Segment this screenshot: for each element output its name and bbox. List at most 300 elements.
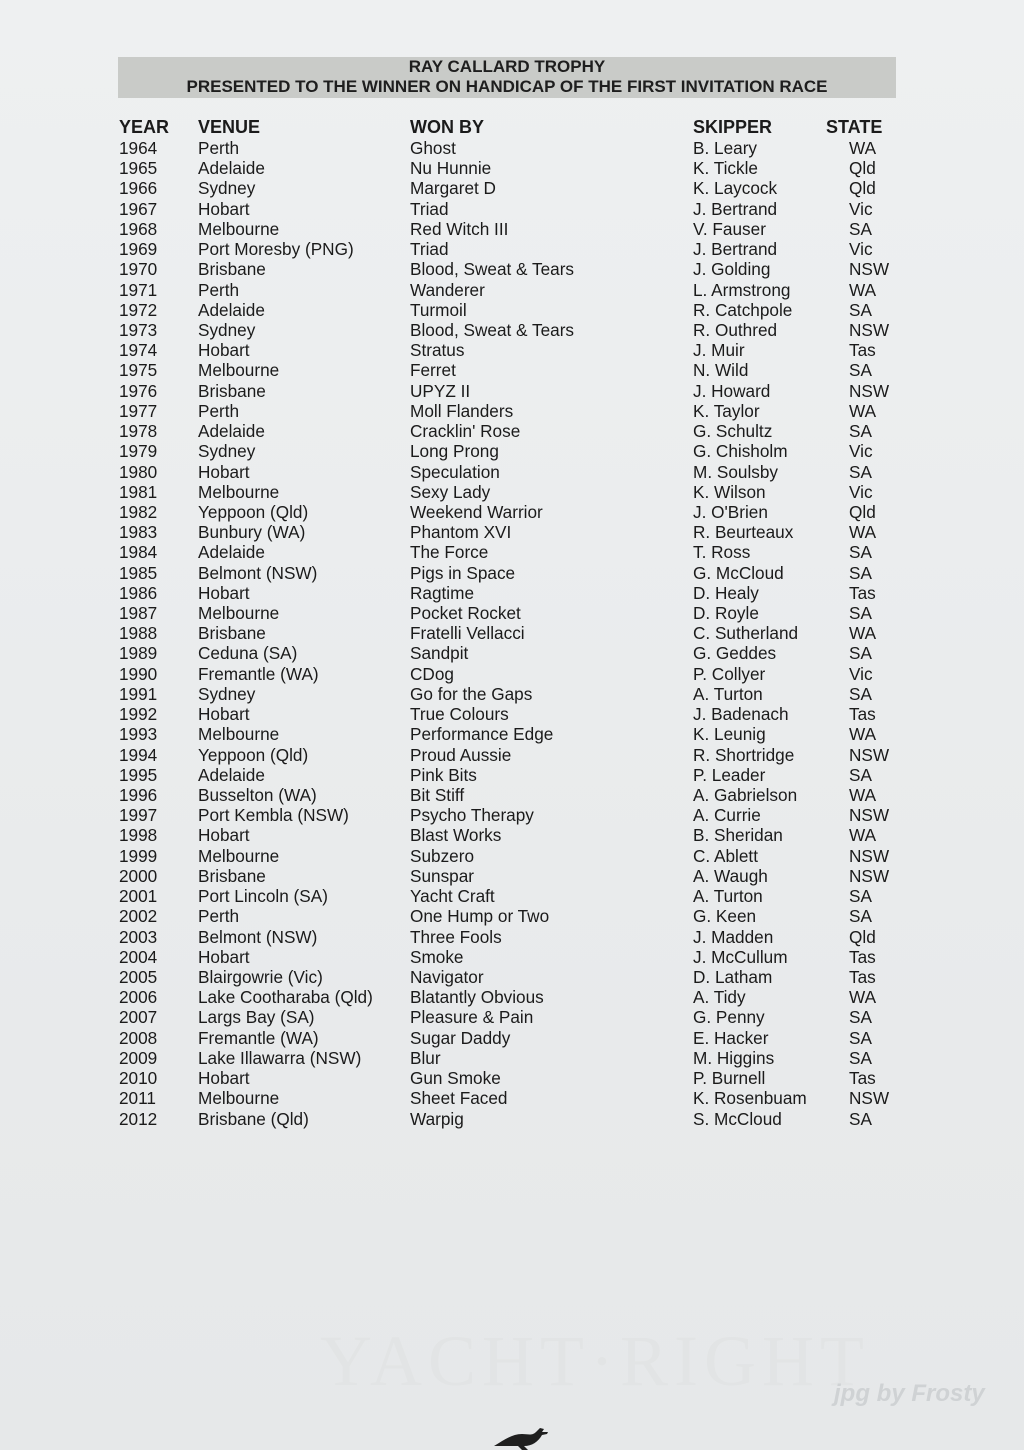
state-cell: Tas [849, 582, 876, 603]
year-cell: 1968 [119, 218, 158, 239]
skipper-cell: K. Laycock [693, 178, 778, 199]
venue-cell: Fremantle (WA) [198, 1027, 319, 1048]
table-row [0, 805, 1024, 825]
won-by-cell: Performance Edge [410, 724, 554, 745]
state-cell: SA [849, 299, 872, 320]
table-row [0, 542, 1024, 562]
table-row [0, 482, 1024, 502]
won-by-cell: Pleasure & Pain [410, 1007, 534, 1028]
table-row [0, 320, 1024, 340]
venue-cell: Adelaide [198, 299, 265, 320]
skipper-cell: G. Geddes [693, 643, 777, 664]
state-cell: NSW [849, 744, 890, 765]
venue-cell: Hobart [198, 198, 250, 219]
state-cell: SA [849, 360, 872, 381]
table-row [0, 664, 1024, 684]
venue-cell: Hobart [198, 1068, 250, 1089]
won-by-cell: Turmoil [410, 299, 467, 320]
state-cell: SA [849, 461, 872, 482]
state-cell: Vic [849, 441, 873, 462]
table-row [0, 643, 1024, 663]
header-venue: VENUE [198, 117, 261, 137]
photo-credit-watermark: jpg by Frosty [834, 1380, 985, 1407]
table-row [0, 441, 1024, 461]
state-cell: SA [849, 683, 872, 704]
won-by-cell: Speculation [410, 461, 500, 482]
state-cell: WA [849, 279, 877, 300]
table-row [0, 563, 1024, 583]
year-cell: 1995 [119, 764, 158, 785]
won-by-cell: Sexy Lady [410, 481, 491, 502]
state-cell: Tas [849, 340, 876, 361]
skipper-cell: J. McCullum [693, 946, 788, 967]
state-cell: WA [849, 825, 877, 846]
skipper-cell: K. Taylor [693, 400, 760, 421]
table-row [0, 745, 1024, 765]
state-cell: Qld [849, 178, 876, 199]
skipper-cell: A. Turton [693, 683, 763, 704]
skipper-cell: A. Tidy [693, 987, 746, 1008]
venue-cell: Port Moresby (PNG) [198, 239, 354, 260]
skipper-cell: P. Collyer [693, 663, 766, 684]
won-by-cell: Ragtime [410, 582, 474, 603]
state-cell: NSW [849, 380, 890, 401]
winners-table [0, 117, 1024, 1129]
table-header-row [0, 117, 1024, 138]
table-row [0, 583, 1024, 603]
won-by-cell: Blatantly Obvious [410, 987, 544, 1008]
venue-cell: Brisbane (Qld) [198, 1108, 309, 1129]
won-by-cell: Ferret [410, 360, 456, 381]
table-row [0, 360, 1024, 380]
venue-cell: Sydney [198, 683, 256, 704]
header-year: YEAR [119, 117, 170, 137]
venue-cell: Fremantle (WA) [198, 663, 319, 684]
venue-cell: Ceduna (SA) [198, 643, 298, 664]
venue-cell: Largs Bay (SA) [198, 1007, 315, 1028]
table-row [0, 219, 1024, 239]
won-by-cell: Cracklin' Rose [410, 421, 521, 442]
table-row [0, 502, 1024, 522]
skipper-cell: M. Higgins [693, 1047, 775, 1068]
skipper-cell: B. Sheridan [693, 825, 783, 846]
won-by-cell: Sandpit [410, 643, 469, 664]
table-row [0, 967, 1024, 987]
table-row [0, 704, 1024, 724]
state-cell: WA [849, 987, 877, 1008]
venue-cell: Lake Illawarra (NSW) [198, 1047, 362, 1068]
won-by-cell: Ghost [410, 138, 456, 158]
venue-cell: Lake Cootharaba (Qld) [198, 987, 373, 1008]
year-cell: 1966 [119, 178, 158, 199]
skipper-cell: K. Tickle [693, 158, 758, 179]
skipper-cell: M. Soulsby [693, 461, 779, 482]
venue-cell: Yeppoon (Qld) [198, 501, 309, 522]
state-cell: NSW [849, 319, 890, 340]
state-cell: SA [849, 562, 872, 583]
won-by-cell: Wanderer [410, 279, 485, 300]
won-by-cell: Fratelli Vellacci [410, 623, 525, 644]
state-cell: WA [849, 785, 877, 805]
venue-cell: Belmont (NSW) [198, 926, 318, 947]
skipper-cell: A. Currie [693, 805, 761, 826]
skipper-cell: R. Catchpole [693, 299, 793, 320]
table-row [0, 1028, 1024, 1048]
year-cell: 1985 [119, 562, 158, 583]
skipper-cell: A. Waugh [693, 865, 768, 886]
skipper-cell: J. Badenach [693, 704, 789, 725]
year-cell: 1990 [119, 663, 158, 684]
won-by-cell: The Force [410, 542, 489, 563]
venue-cell: Brisbane [198, 623, 266, 644]
venue-cell: Adelaide [198, 542, 265, 563]
won-by-cell: CDog [410, 663, 454, 684]
year-cell: 1983 [119, 522, 158, 543]
state-cell: SA [849, 421, 872, 442]
table-row [0, 199, 1024, 219]
table-row [0, 522, 1024, 542]
skipper-cell: A. Turton [693, 886, 763, 907]
year-cell: 2011 [119, 1088, 156, 1109]
venue-cell: Hobart [198, 704, 250, 725]
table-row [0, 158, 1024, 178]
skipper-cell: P. Burnell [693, 1068, 766, 1089]
venue-cell: Perth [198, 279, 240, 300]
year-cell: 2009 [119, 1047, 158, 1068]
won-by-cell: Pocket Rocket [410, 603, 521, 624]
won-by-cell: Subzero [410, 845, 475, 866]
table-row [0, 866, 1024, 886]
won-by-cell: Red Witch III [410, 218, 509, 239]
state-cell: WA [849, 522, 877, 543]
year-cell: 1986 [119, 582, 158, 603]
state-cell: Tas [849, 946, 876, 967]
skipper-cell: D. Healy [693, 582, 759, 603]
year-cell: 2006 [119, 987, 158, 1008]
skipper-cell: B. Leary [693, 138, 758, 158]
skipper-cell: V. Fauser [693, 218, 766, 239]
won-by-cell: Proud Aussie [410, 744, 512, 765]
state-cell: Qld [849, 158, 876, 179]
state-cell: Vic [849, 481, 873, 502]
year-cell: 1974 [119, 340, 158, 361]
year-cell: 1976 [119, 380, 158, 401]
skipper-cell: J. Howard [693, 380, 771, 401]
state-cell: SA [849, 1007, 872, 1028]
table-row [0, 138, 1024, 158]
state-cell: SA [849, 1108, 872, 1129]
table-row [0, 1007, 1024, 1027]
table-row [0, 1068, 1024, 1088]
venue-cell: Adelaide [198, 764, 265, 785]
table-row [0, 401, 1024, 421]
year-cell: 1978 [119, 421, 158, 442]
won-by-cell: Pink Bits [410, 764, 477, 785]
state-cell: SA [849, 1047, 872, 1068]
table-row [0, 381, 1024, 401]
venue-cell: Brisbane [198, 865, 266, 886]
won-by-cell: One Hump or Two [410, 906, 550, 927]
year-cell: 2008 [119, 1027, 158, 1048]
won-by-cell: Yacht Craft [410, 886, 495, 907]
venue-cell: Brisbane [198, 259, 266, 280]
table-row [0, 178, 1024, 198]
state-cell: SA [849, 218, 872, 239]
table-row [0, 906, 1024, 926]
table-row [0, 1109, 1024, 1129]
year-cell: 2000 [119, 865, 158, 886]
won-by-cell: Nu Hunnie [410, 158, 492, 179]
table-row [0, 724, 1024, 744]
year-cell: 1969 [119, 239, 158, 260]
state-cell: WA [849, 623, 877, 644]
year-cell: 1972 [119, 299, 158, 320]
year-cell: 1982 [119, 501, 158, 522]
year-cell: 1964 [119, 138, 158, 158]
skipper-cell: R. Beurteaux [693, 522, 794, 543]
skipper-cell: J. Muir [693, 340, 745, 361]
state-cell: NSW [849, 845, 890, 866]
skipper-cell: J. O'Brien [693, 501, 768, 522]
skipper-cell: J. Bertrand [693, 239, 778, 260]
won-by-cell: Go for the Gaps [410, 683, 533, 704]
venue-cell: Adelaide [198, 158, 265, 179]
won-by-cell: Three Fools [410, 926, 502, 947]
year-cell: 2002 [119, 906, 158, 927]
year-cell: 1988 [119, 623, 158, 644]
table-row [0, 623, 1024, 643]
table-row [0, 300, 1024, 320]
faded-background-heading: YACHT·RIGHT [320, 1321, 870, 1401]
won-by-cell: Long Prong [410, 441, 499, 462]
won-by-cell: Margaret D [410, 178, 496, 199]
table-row [0, 259, 1024, 279]
venue-cell: Belmont (NSW) [198, 562, 318, 583]
table-row [0, 280, 1024, 300]
venue-cell: Hobart [198, 825, 250, 846]
skipper-cell: G. McCloud [693, 562, 784, 583]
skipper-cell: J. Golding [693, 259, 771, 280]
year-cell: 1987 [119, 603, 158, 624]
year-cell: 1975 [119, 360, 158, 381]
year-cell: 1993 [119, 724, 158, 745]
state-cell: SA [849, 764, 872, 785]
year-cell: 2012 [119, 1108, 158, 1129]
table-row [0, 785, 1024, 805]
venue-cell: Sydney [198, 319, 256, 340]
state-cell: SA [849, 906, 872, 927]
venue-cell: Bunbury (WA) [198, 522, 306, 543]
skipper-cell: A. Gabrielson [693, 785, 798, 805]
year-cell: 1980 [119, 461, 158, 482]
skipper-cell: G. Schultz [693, 421, 773, 442]
skipper-cell: J. Madden [693, 926, 774, 947]
venue-cell: Melbourne [198, 724, 280, 745]
table-row [0, 825, 1024, 845]
year-cell: 2010 [119, 1068, 158, 1089]
won-by-cell: Phantom XVI [410, 522, 512, 543]
header-skipper: SKIPPER [693, 117, 773, 137]
venue-cell: Melbourne [198, 218, 280, 239]
skipper-cell: E. Hacker [693, 1027, 769, 1048]
year-cell: 1989 [119, 643, 158, 664]
skipper-cell: C. Sutherland [693, 623, 799, 644]
skipper-cell: P. Leader [693, 764, 766, 785]
state-cell: SA [849, 1027, 872, 1048]
year-cell: 1984 [119, 542, 158, 563]
year-cell: 1970 [119, 259, 158, 280]
state-cell: NSW [849, 865, 890, 886]
table-row [0, 239, 1024, 259]
won-by-cell: Sunspar [410, 865, 475, 886]
venue-cell: Brisbane [198, 380, 266, 401]
table-row [0, 886, 1024, 906]
state-cell: NSW [849, 805, 890, 826]
kangaroo-logo-icon [492, 1420, 552, 1450]
year-cell: 1971 [119, 279, 158, 300]
won-by-cell: Blood, Sweat & Tears [410, 319, 575, 340]
state-cell: Vic [849, 663, 873, 684]
venue-cell: Melbourne [198, 1088, 280, 1109]
year-cell: 2003 [119, 926, 158, 947]
banner-title: RAY CALLARD TROPHY [408, 57, 606, 76]
won-by-cell: Smoke [410, 946, 464, 967]
won-by-cell: Triad [410, 198, 449, 219]
venue-cell: Melbourne [198, 360, 280, 381]
year-cell: 1991 [119, 683, 158, 704]
venue-cell: Blairgowrie (Vic) [198, 966, 323, 987]
skipper-cell: J. Bertrand [693, 198, 778, 219]
skipper-cell: L. Armstrong [693, 279, 791, 300]
table-row [0, 947, 1024, 967]
skipper-cell: K. Rosenbuam [693, 1088, 807, 1109]
venue-cell: Melbourne [198, 845, 280, 866]
table-row [0, 765, 1024, 785]
banner-subtitle: PRESENTED TO THE WINNER ON HANDICAP OF THE FIRST INVITATION RACE [186, 77, 828, 96]
won-by-cell: Moll Flanders [410, 400, 514, 421]
venue-cell: Hobart [198, 461, 250, 482]
year-cell: 2007 [119, 1007, 158, 1028]
table-row [0, 421, 1024, 441]
state-cell: SA [849, 886, 872, 907]
venue-cell: Yeppoon (Qld) [198, 744, 309, 765]
year-cell: 1981 [119, 481, 158, 502]
skipper-cell: G. Keen [693, 906, 757, 927]
state-cell: Vic [849, 239, 873, 260]
won-by-cell: Psycho Therapy [410, 805, 534, 826]
state-cell: Qld [849, 501, 876, 522]
state-cell: Tas [849, 966, 876, 987]
state-cell: NSW [849, 259, 890, 280]
venue-cell: Melbourne [198, 481, 280, 502]
won-by-cell: Bit Stiff [410, 785, 465, 805]
table-row [0, 927, 1024, 947]
table-row [0, 684, 1024, 704]
table-row [0, 1048, 1024, 1068]
state-cell: Tas [849, 704, 876, 725]
table-row [0, 340, 1024, 360]
year-cell: 1994 [119, 744, 158, 765]
venue-cell: Adelaide [198, 421, 265, 442]
won-by-cell: Sheet Faced [410, 1088, 508, 1109]
header-won-by: WON BY [410, 117, 484, 137]
won-by-cell: Triad [410, 239, 449, 260]
won-by-cell: Warpig [410, 1108, 464, 1129]
skipper-cell: C. Ablett [693, 845, 758, 866]
venue-cell: Sydney [198, 441, 256, 462]
skipper-cell: D. Royle [693, 603, 759, 624]
year-cell: 2005 [119, 966, 158, 987]
state-cell: NSW [849, 1088, 890, 1109]
won-by-cell: Stratus [410, 340, 465, 361]
state-cell: SA [849, 542, 872, 563]
state-cell: Vic [849, 198, 873, 219]
state-cell: WA [849, 400, 877, 421]
year-cell: 1999 [119, 845, 158, 866]
skipper-cell: D. Latham [693, 966, 773, 987]
venue-cell: Hobart [198, 946, 250, 967]
venue-cell: Port Kembla (NSW) [198, 805, 349, 826]
venue-cell: Melbourne [198, 603, 280, 624]
title-banner [118, 57, 896, 98]
skipper-cell: S. McCloud [693, 1108, 782, 1129]
venue-cell: Perth [198, 906, 240, 927]
year-cell: 2004 [119, 946, 158, 967]
table-row [0, 987, 1024, 1007]
table-row [0, 1088, 1024, 1108]
header-state: STATE [826, 117, 883, 137]
year-cell: 1998 [119, 825, 158, 846]
year-cell: 1977 [119, 400, 158, 421]
state-cell: SA [849, 603, 872, 624]
won-by-cell: Blood, Sweat & Tears [410, 259, 575, 280]
year-cell: 1965 [119, 158, 158, 179]
skipper-cell: T. Ross [693, 542, 751, 563]
year-cell: 1979 [119, 441, 158, 462]
state-cell: Qld [849, 926, 876, 947]
won-by-cell: Weekend Warrior [410, 501, 543, 522]
year-cell: 2001 [119, 886, 158, 907]
venue-cell: Hobart [198, 582, 250, 603]
venue-cell: Perth [198, 138, 240, 158]
year-cell: 1992 [119, 704, 158, 725]
skipper-cell: N. Wild [693, 360, 749, 381]
table-row [0, 462, 1024, 482]
year-cell: 1997 [119, 805, 158, 826]
skipper-cell: G. Chisholm [693, 441, 788, 462]
skipper-cell: R. Outhred [693, 319, 778, 340]
venue-cell: Port Lincoln (SA) [198, 886, 328, 907]
skipper-cell: K. Wilson [693, 481, 766, 502]
won-by-cell: Sugar Daddy [410, 1027, 511, 1048]
table-row [0, 603, 1024, 623]
year-cell: 1967 [119, 198, 158, 219]
skipper-cell: K. Leunig [693, 724, 766, 745]
won-by-cell: Blast Works [410, 825, 502, 846]
state-cell: WA [849, 724, 877, 745]
venue-cell: Hobart [198, 340, 250, 361]
venue-cell: Busselton (WA) [198, 785, 317, 805]
skipper-cell: R. Shortridge [693, 744, 795, 765]
won-by-cell: UPYZ II [410, 380, 471, 401]
won-by-cell: Blur [410, 1047, 441, 1068]
won-by-cell: Navigator [410, 966, 484, 987]
year-cell: 1996 [119, 785, 158, 805]
won-by-cell: Pigs in Space [410, 562, 516, 583]
year-cell: 1973 [119, 319, 158, 340]
venue-cell: Sydney [198, 178, 256, 199]
won-by-cell: Gun Smoke [410, 1068, 501, 1089]
